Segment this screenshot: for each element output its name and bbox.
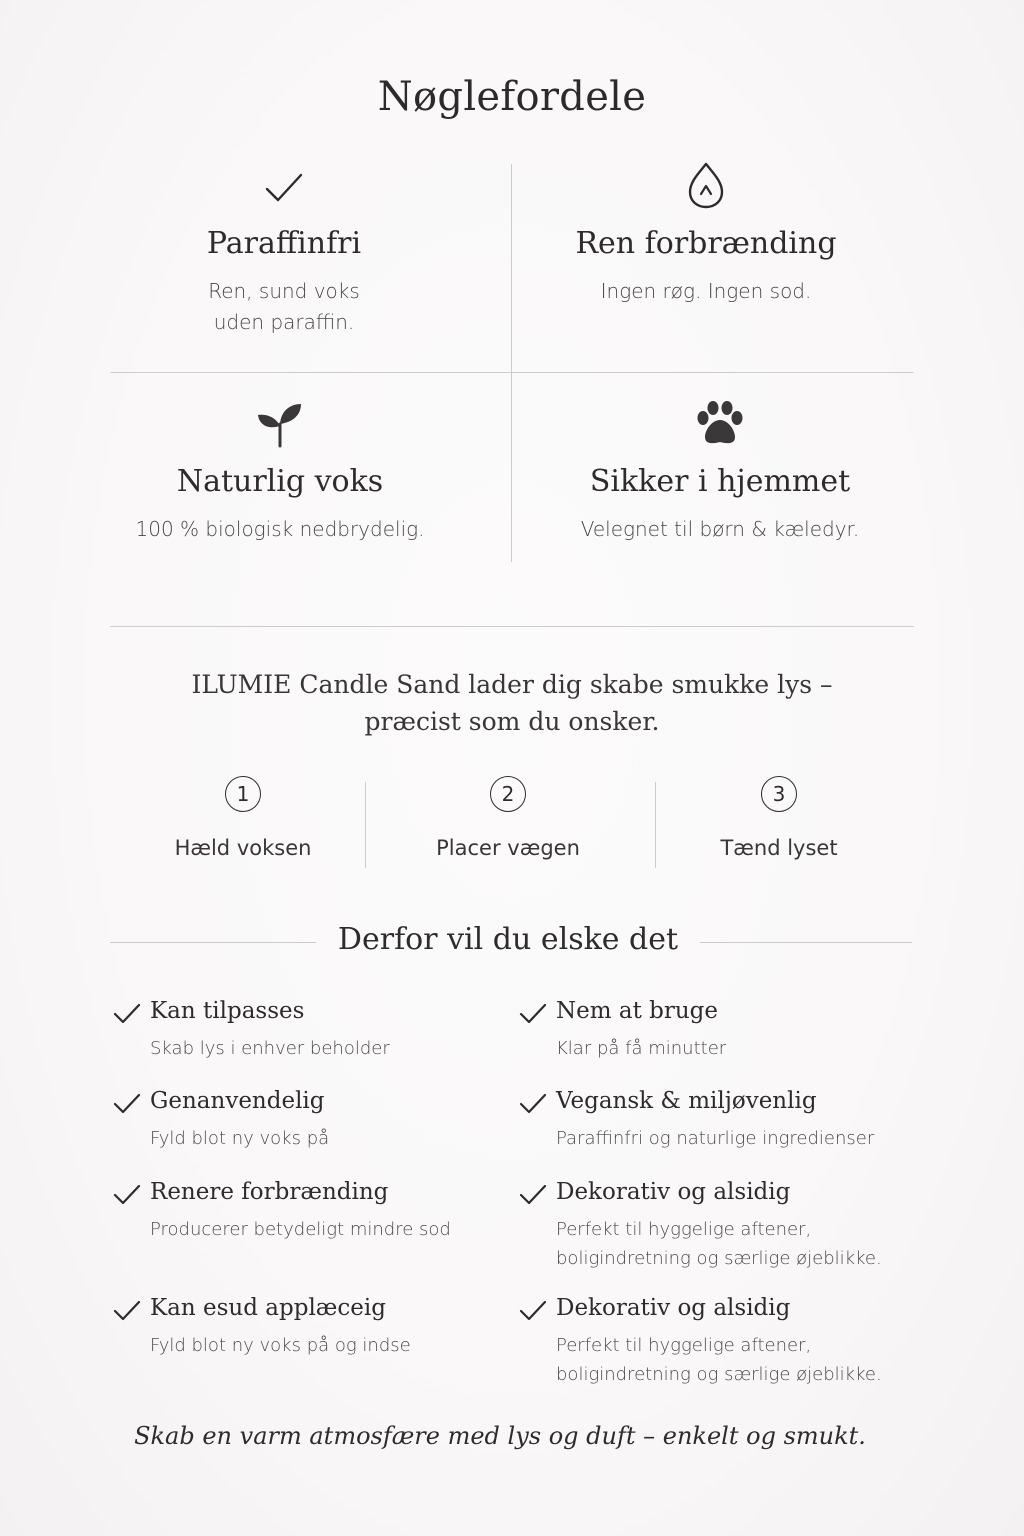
page-title: Nøglefordele [377,74,647,120]
check-icon [112,1088,142,1118]
step-1 [98,776,388,860]
feature-item [112,1293,512,1360]
benefit-description: Ingen røg. Ingen sod. [600,279,812,303]
feature-description: Perfekt til hyggelige aftener, boligindretning og særlige øjeblikke. [556,1219,882,1269]
feature-description: Perfekt til hyggelige aftener, boligindretning og særlige øjeblikke. [556,1335,882,1385]
feature-title: Renere forbrænding [150,1179,389,1205]
benefit-description: Velegnet til børn & kæledyr. [580,517,860,541]
section-title: Derfor vil du elske det [337,922,679,957]
check-icon [112,1179,142,1209]
benefit-title: Naturlig voks [176,464,384,499]
feature-item [518,1293,968,1389]
benefit-paraffinfri [84,156,484,338]
paw-icon [520,394,920,448]
section-title-rule-left [110,942,316,943]
check-icon [518,998,548,1028]
feature-item [112,1086,512,1153]
feature-title: Kan tilpasses [150,998,305,1024]
benefit-title: Sikker i hjemmet [589,464,851,499]
intro-text: ILUMIE Candle Sand lader dig skabe smukke lys – præcist som du onsker. [191,670,833,736]
feature-description: Fyld blot ny voks på og indse [150,1335,411,1356]
flame-icon [506,156,906,210]
step-label: Hæld voksen [174,836,312,860]
feature-title: Vegansk & miljøvenlig [556,1088,817,1114]
benefit-description: Ren, sund voks uden paraffin. [208,279,360,334]
benefit-naturlig-voks [80,394,480,545]
benefit-description: 100 % biologisk nedbrydelig. [135,517,425,541]
tagline: Skab en varm atmosfære med lys og duft – enkelt og smukt. [134,1422,866,1450]
check-icon [112,1295,142,1325]
feature-title: Dekorativ og alsidig [556,1179,791,1205]
leaf-icon [80,394,480,448]
benefit-sikker-i-hjemmet [520,394,920,545]
section-title-rule-right [700,942,912,943]
step-number-badge: 2 [490,776,526,812]
benefit-ren-forbraending [506,156,906,307]
step-label: Placer vægen [436,836,580,860]
feature-description: Skab lys i enhver beholder [150,1038,390,1059]
feature-title: Dekorativ og alsidig [556,1295,791,1321]
feature-item [518,1086,958,1153]
feature-description: Fyld blot ny voks på [150,1128,330,1149]
check-icon [112,998,142,1028]
step-3 [634,776,924,860]
feature-title: Kan esud applæceig [150,1295,386,1321]
feature-title: Nem at bruge [556,998,718,1024]
check-icon [518,1088,548,1118]
step-2 [363,776,653,860]
feature-description: Paraffinfri og naturlige ingredienser [556,1128,875,1149]
step-number-badge: 3 [761,776,797,812]
feature-item [112,996,512,1063]
benefit-title: Paraffinfri [206,226,362,261]
feature-item [112,1177,512,1244]
feature-item [518,1177,968,1273]
feature-title: Genanvendelig [150,1088,325,1114]
grid-divider-horizontal [110,372,914,373]
check-icon [84,156,484,210]
step-label: Tænd lyset [720,836,838,860]
check-icon [518,1295,548,1325]
feature-description: Producerer betydeligt mindre sod [150,1219,451,1240]
benefit-title: Ren forbrænding [575,226,837,261]
check-icon [518,1179,548,1209]
step-number-badge: 1 [225,776,261,812]
feature-item [518,996,958,1063]
section-divider [110,626,914,627]
feature-description: Klar på få minutter [556,1038,727,1059]
